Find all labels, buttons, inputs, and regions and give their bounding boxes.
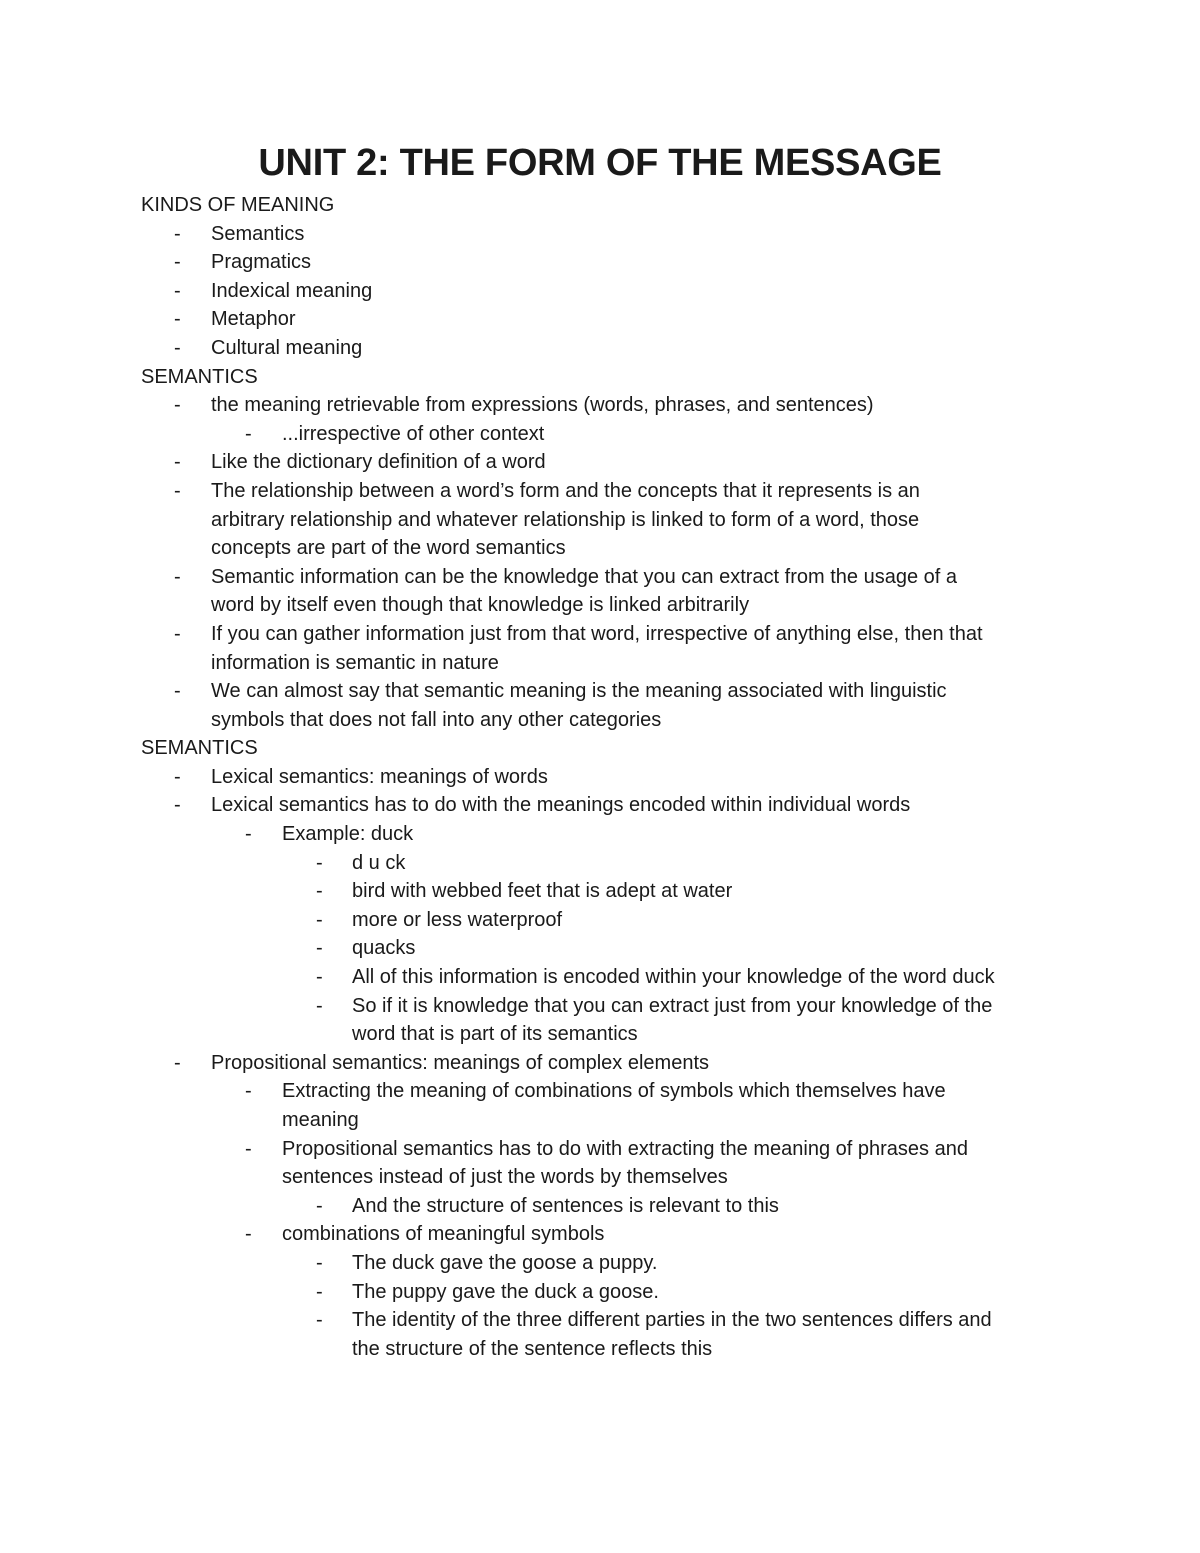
list-item-text: Example: duck [282,823,414,846]
list-item-text: Lexical semantics has to do with the meanings encoded within individual words [211,794,911,817]
list-item-text: symbols that does not fall into any other categories [211,708,662,731]
section-heading [141,363,1071,392]
bullet-dash: - [174,451,181,474]
list-item-continuation [141,1335,1071,1364]
list-item-text: All of this information is encoded within your knowledge of the word duck [352,966,995,989]
bullet-dash: - [316,1251,323,1274]
list-item-continuation [141,706,1071,735]
list-item [141,934,1071,963]
bullet-dash: - [174,251,181,274]
list-item-text: more or less waterproof [352,908,563,931]
list-item-text: Indexical meaning [211,279,373,302]
section-heading-text: KINDS OF MEANING [141,194,335,216]
list-item [141,477,1071,506]
list-item [141,992,1071,1021]
list-item-text: So if it is knowledge that you can extract just from your knowledge of the [352,994,993,1017]
list-item-text: information is semantic in nature [211,651,499,674]
list-item-text: Cultural meaning [211,336,363,359]
list-item-text: arbitrary relationship and whatever relationship is linked to form of a word, those [211,508,920,531]
list-item-text: If you can gather information just from that word, irrespective of anything else, then that [211,622,983,645]
bullet-dash: - [174,680,181,703]
bullet-dash: - [174,622,181,645]
bullet-dash: - [174,336,181,359]
bullet-dash: - [174,565,181,588]
list-item-continuation [141,649,1071,678]
bullet-dash: - [174,1051,181,1074]
list-item-continuation [141,1106,1071,1135]
bullet-dash: - [316,908,323,931]
list-item [141,448,1071,477]
list-item-text: Pragmatics [211,251,312,274]
bullet-dash: - [316,937,323,960]
list-item-text: We can almost say that semantic meaning is the meaning associated with linguistic [211,680,947,703]
document-title: UNIT 2: THE FORM OF THE MESSAGE [258,142,942,184]
section-heading [141,734,1071,763]
list-item-text: Semantic information can be the knowledge that you can extract from the usage of a [211,565,957,588]
list-item [141,277,1071,306]
list-item [141,1220,1071,1249]
list-item [141,1192,1071,1221]
bullet-dash: - [245,422,252,445]
list-item-text: Propositional semantics has to do with extracting the meaning of phrases and [282,1137,968,1160]
bullet-dash: - [316,1309,323,1332]
list-item [141,1249,1071,1278]
list-item [141,820,1071,849]
list-item [141,877,1071,906]
section-heading [141,191,1071,220]
list-item-text: word that is part of its semantics [352,1023,638,1046]
list-item-continuation [141,591,1071,620]
list-item [141,248,1071,277]
list-item [141,1135,1071,1164]
list-item-text: ...irrespective of other context [282,422,545,445]
list-item [141,906,1071,935]
list-item [141,420,1071,449]
list-item [141,677,1071,706]
bullet-dash: - [245,1137,252,1160]
list-item [141,1049,1071,1078]
list-item-text: Extracting the meaning of combinations of symbols which themselves have [282,1080,946,1103]
list-item [141,791,1071,820]
list-item [141,305,1071,334]
list-item-text: The relationship between a word’s form and the concepts that it represents is an [211,479,920,502]
list-item-text: d u ck [352,851,406,874]
bullet-dash: - [174,479,181,502]
list-item-text: Like the dictionary definition of a word [211,451,546,474]
list-item-text: sentences instead of just the words by themselves [282,1166,728,1189]
list-item [141,1306,1071,1335]
section-heading-text: SEMANTICS [141,365,258,388]
list-item-text: Metaphor [211,308,296,331]
list-item [141,763,1071,792]
bullet-dash: - [316,1194,323,1217]
list-item [141,391,1071,420]
list-item [141,1077,1071,1106]
bullet-dash: - [174,279,181,302]
list-item [141,563,1071,592]
list-item-continuation [141,1020,1071,1049]
bullet-dash: - [316,1280,323,1303]
bullet-dash: - [245,1080,252,1103]
list-item-text: The identity of the three different parties in the two sentences differs and [352,1309,992,1332]
bullet-dash: - [316,880,323,903]
bullet-dash: - [174,765,181,788]
list-item-continuation [141,1163,1071,1192]
list-item-text: Propositional semantics: meanings of complex elements [211,1051,710,1074]
list-item-text: meaning [282,1109,359,1131]
list-item-text: Semantics [211,222,305,245]
document-body [141,191,1071,1363]
section-heading-text: SEMANTICS [141,737,258,760]
list-item [141,220,1071,249]
list-item [141,849,1071,878]
list-item [141,334,1071,363]
list-item-text: word by itself even though that knowledge is linked arbitrarily [211,594,750,617]
bullet-dash: - [174,394,181,417]
list-item [141,620,1071,649]
list-item-text: bird with webbed feet that is adept at water [352,880,733,903]
list-item-continuation [141,506,1071,535]
list-item-text: Lexical semantics: meanings of words [211,765,548,788]
bullet-dash: - [174,794,181,817]
bullet-dash: - [245,823,252,846]
list-item-text: combinations of meaningful symbols [282,1223,605,1246]
list-item [141,1278,1071,1307]
list-item-text: And the structure of sentences is relevant to this [352,1194,779,1217]
list-item-text: quacks [352,937,416,960]
bullet-dash: - [174,308,181,331]
list-item-text: The puppy gave the duck a goose. [352,1280,659,1303]
bullet-dash: - [316,966,323,989]
bullet-dash: - [245,1223,252,1246]
list-item-text: concepts are part of the word semantics [211,537,566,560]
bullet-dash: - [174,222,181,245]
list-item-text: the structure of the sentence reflects this [352,1337,713,1360]
list-item-text: the meaning retrievable from expressions (words, phrases, and sentences) [211,394,874,417]
list-item-continuation [141,534,1071,563]
list-item-text: The duck gave the goose a puppy. [352,1251,658,1274]
list-item [141,963,1071,992]
bullet-dash: - [316,994,323,1017]
bullet-dash: - [316,851,323,874]
